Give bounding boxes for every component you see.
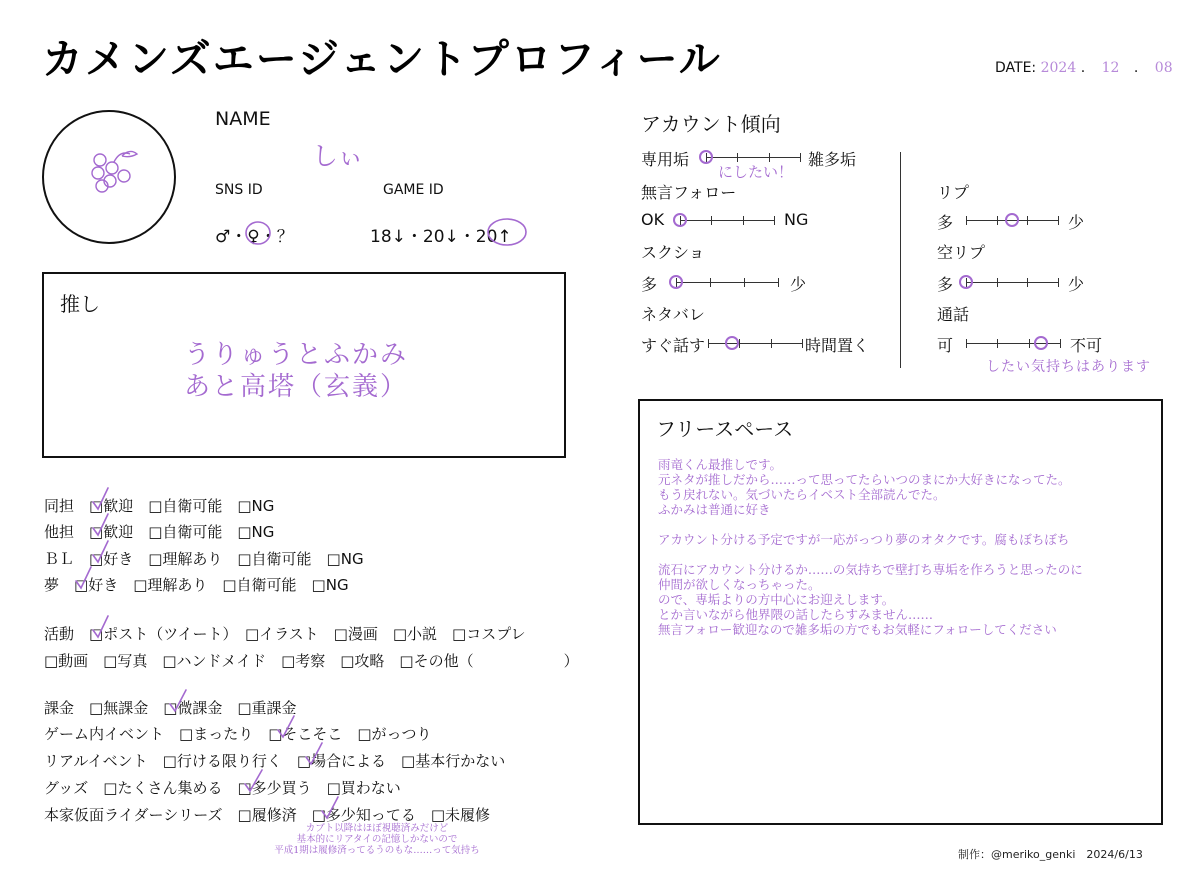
kuu-reply-label: 空リプ: [937, 243, 986, 262]
dedicated-left: 専用垢: [641, 150, 690, 169]
game-id-label: GAME ID: [383, 182, 444, 198]
slider-tick: [966, 216, 967, 225]
pref-game-event: ゲーム内イベント □まったり □そこそこ □がっつり: [44, 725, 432, 743]
reply-right: 少: [1068, 213, 1085, 232]
slider-mark: [669, 275, 683, 289]
pref-goods: グッズ □たくさん集める □多少買う □買わない: [44, 779, 401, 797]
name-value: しぃ: [312, 142, 364, 172]
slider-tick: [774, 216, 775, 225]
slider-tick: [711, 216, 712, 225]
spoiler-right: 時間置く: [805, 336, 870, 355]
free-space-label: フリースペース: [656, 417, 794, 441]
slider-tick: [1027, 216, 1028, 225]
slider-mark: [1005, 213, 1019, 227]
date-field: DATE: 2024 . 12 . 08: [995, 60, 1173, 76]
spoiler-slider: [708, 343, 802, 344]
slider-tick: [771, 339, 772, 348]
name-label: NAME: [215, 108, 271, 130]
slider-mark: [959, 275, 973, 289]
reply-label: リプ: [937, 183, 970, 202]
slider-tick: [744, 278, 745, 287]
pref-yume: 夢 □好き □理解あり □自衛可能 □NG: [44, 576, 349, 594]
slider-tick: [966, 339, 967, 348]
slider-tick: [997, 278, 998, 287]
screenshot-slider: [676, 282, 778, 283]
slider-tick: [1027, 278, 1028, 287]
sns-id-label: SNS ID: [215, 182, 263, 198]
date-day: 08: [1154, 60, 1173, 76]
slider-tick: [710, 278, 711, 287]
reply-left: 多: [937, 213, 954, 232]
free-space-box: [638, 399, 1163, 825]
follow-slider: [680, 220, 774, 221]
slider-tick: [1060, 339, 1061, 348]
slider-tick: [1029, 339, 1030, 348]
slider-tick: [1058, 278, 1059, 287]
call-note: したい気持ちはあります: [986, 359, 1151, 375]
oshi-label: 推し: [60, 292, 100, 316]
call-right: 不可: [1070, 336, 1103, 355]
call-left: 可: [937, 336, 954, 355]
screenshot-left: 多: [641, 275, 658, 294]
oshi-line-1: うりゅうとふかみ: [184, 340, 409, 370]
slider-tick: [708, 339, 709, 348]
account-heading: アカウント傾向: [641, 112, 781, 136]
gender-options: ♂・♀・？: [215, 227, 294, 247]
spoiler-left: すぐ話す: [641, 336, 706, 355]
slider-mark: [725, 336, 739, 350]
screenshot-label: スクショ: [641, 243, 705, 262]
reply-slider: [966, 220, 1058, 221]
follow-left: OK: [641, 210, 665, 229]
slider-tick: [997, 216, 998, 225]
page-title: カメンズエージェントプロフィール: [42, 35, 722, 83]
slider-tick: [743, 216, 744, 225]
slider-mark: [699, 150, 713, 164]
date-year: 2024: [1040, 60, 1077, 76]
slider-tick: [800, 153, 801, 162]
slider-tick: [1058, 216, 1059, 225]
dedicated-slider: [706, 157, 800, 158]
follow-right: NG: [784, 210, 809, 229]
kuu-reply-left: 多: [937, 275, 954, 294]
pref-tatan: 他担 □歓迎 □自衛可能 □NG: [44, 523, 275, 541]
pref-rider: 本家仮面ライダーシリーズ □履修済 □多少知ってる □未履修: [44, 806, 491, 824]
slider-mark: [673, 213, 687, 227]
pref-kakin: 課金 □無課金 □微課金 □重課金: [44, 699, 297, 717]
kuu-reply-right: 少: [1068, 275, 1085, 294]
dedicated-note: にしたい！: [718, 163, 794, 181]
dedicated-right: 雑多垢: [808, 150, 857, 169]
pref-bl: ＢＬ □好き □理解あり □自衛可能 □NG: [44, 550, 364, 568]
spoiler-label: ネタバレ: [641, 305, 705, 324]
age-options: 18↓・20↓・20↑: [370, 227, 512, 247]
pref-doutan: 同担 □歓迎 □自衛可能 □NG: [44, 497, 275, 515]
call-label: 通話: [937, 305, 970, 324]
free-space-text: 雨竜くん最推しです。 元ネタが推しだから……って思ってたらいつのまにか大好きになってた。 もう戻れない。気づいたらイベスト全部読んでた。 ふかみは普通に好き アカウント分ける予定ですが一応がっつり夢のオタクです。腐もぼちぼち 流石にアカウント分けるか……の気持ちで壁打ち専垢を作ろうと思ったのに 仲間が欲しくなっちゃった。 ので、専垢よりの方中心にお迎えします。 とか言いながら他界隈の話したらすみません…… 無言フォロー歓迎なので雑多垢の方でもお気軽にフォローしてください: [658, 457, 1083, 637]
oshi-line-2: あと高塔（玄義）: [184, 372, 409, 402]
credit: 制作：@meriko_genki 2024/6/13: [958, 848, 1143, 861]
slider-tick: [739, 339, 740, 348]
slider-tick: [997, 339, 998, 348]
date-label: DATE:: [995, 60, 1037, 76]
pref-real-event: リアルイベント □行ける限り行く □場合による □基本行かない: [44, 752, 506, 770]
activity-line-1: 活動 □ポスト（ツイート） □イラスト □漫画 □小説 □コスプレ: [44, 625, 526, 643]
date-month: 12: [1101, 60, 1120, 76]
slider-mark: [1034, 336, 1048, 350]
kuu-reply-slider: [966, 282, 1058, 283]
follow-label: 無言フォロー: [641, 183, 737, 202]
slider-tick: [802, 339, 803, 348]
slider-tick: [778, 278, 779, 287]
call-slider: [966, 343, 1060, 344]
account-divider: [900, 152, 901, 368]
screenshot-right: 少: [790, 275, 807, 294]
activity-line-2: □動画 □写真 □ハンドメイド □考察 □攻略 □その他（ ）: [44, 652, 579, 670]
rider-note: カブト以降はほぼ視聴済みだけど 基本的にリアタイの記憶しかないので 平成1期は履修済ってるうのもな……って気持ち: [274, 823, 480, 856]
